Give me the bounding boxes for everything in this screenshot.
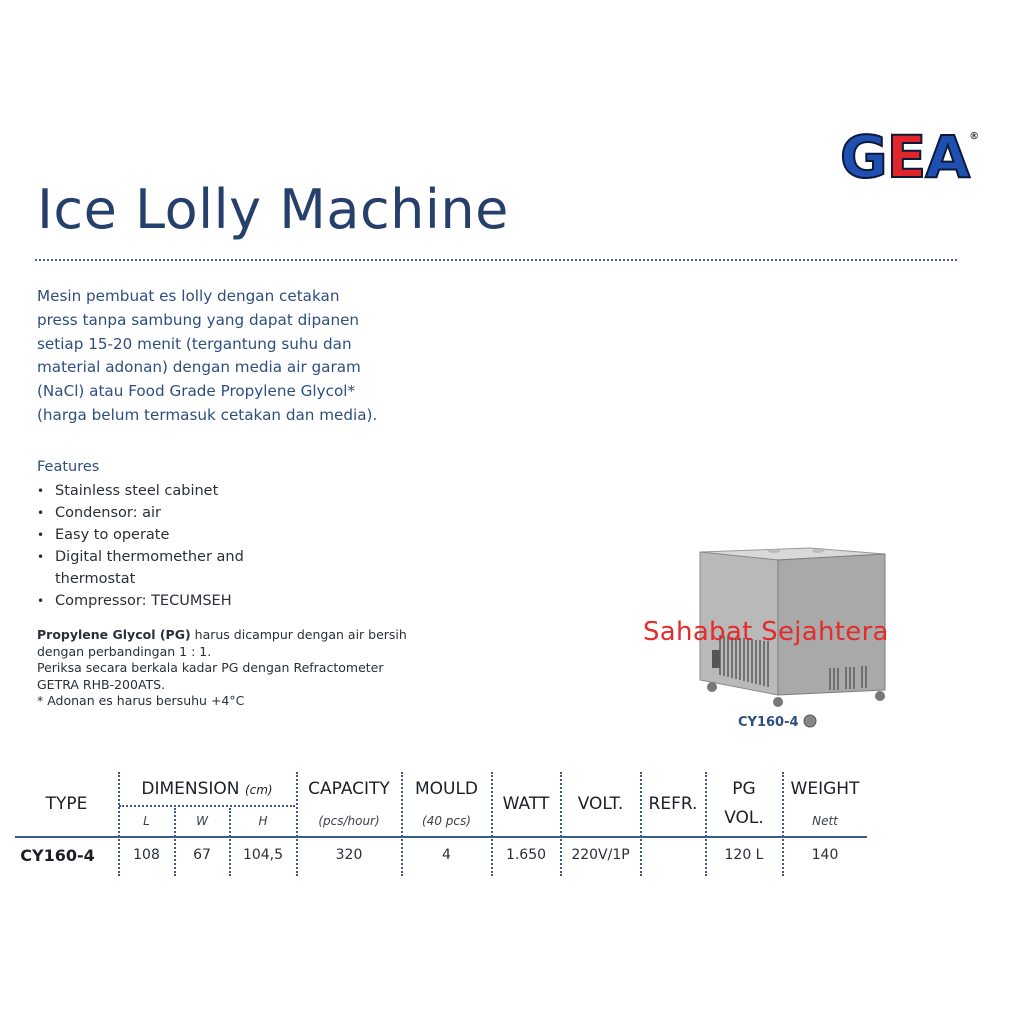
cell-h: 104,5 — [242, 847, 284, 863]
header-weight-unit: Nett — [812, 814, 838, 828]
cell-w: 67 — [193, 847, 211, 863]
header-volt: VOLT. — [577, 794, 624, 814]
machine-lid-handle — [768, 549, 780, 553]
machine-caption: CY160-4 — [738, 715, 799, 730]
description-line: setiap 15-20 menit (tergantung suhu dan — [37, 334, 352, 353]
cell-type: CY160-4 — [20, 846, 95, 865]
note-line-2: dengan perbandingan 1 : 1. — [37, 643, 212, 659]
logo-letter-a: A — [925, 123, 970, 191]
feature-item: • Condensor: air — [37, 502, 367, 524]
note-bold-lead: Propylene Glycol (PG) — [37, 627, 191, 642]
cell-weight: 140 — [811, 847, 839, 863]
machine-switch — [712, 650, 720, 668]
wheel — [707, 682, 717, 692]
gea-logo — [840, 123, 979, 191]
header-dimension-unit: (cm) — [244, 783, 273, 797]
cell-watt: 1.650 — [505, 847, 547, 863]
spec-table — [15, 770, 867, 880]
col-divider — [640, 772, 642, 876]
header-weight: WEIGHT — [790, 779, 860, 799]
feature-item: • Compressor: TECUMSEH — [37, 590, 367, 612]
wheel — [804, 715, 816, 727]
product-description — [37, 285, 437, 428]
header-pg: PG — [732, 779, 756, 799]
cell-mould: 4 — [442, 847, 451, 863]
cell-volt: 220V/1P — [571, 847, 630, 863]
feature-item: • Stainless steel cabinet — [37, 480, 367, 502]
cell-l: 108 — [133, 847, 160, 863]
features-heading: Features — [37, 459, 100, 475]
note-line-5: * Adonan es harus bersuhu +4°C — [37, 693, 245, 708]
description-line: (NaCl) atau Food Grade Propylene Glycol* — [37, 382, 356, 401]
header-dimension — [119, 779, 295, 799]
logo-letter-e: E — [886, 123, 926, 191]
dimension-subrule — [119, 805, 295, 807]
description-line: press tanpa sambung yang dapat dipanen — [37, 310, 360, 329]
watermark-text: Sahabat Sejahtera — [643, 617, 889, 647]
description-line: (harga belum termasuk cetakan dan media). — [37, 405, 378, 424]
cell-capacity: 320 — [335, 847, 363, 863]
logo-letter-g: G — [840, 123, 887, 191]
title-divider — [35, 259, 957, 261]
note-line-1 — [37, 627, 417, 644]
header-dim-l: L — [143, 814, 150, 828]
note-line-3: Periksa secara berkala kadar PG dengan Refractometer — [37, 660, 384, 675]
cell-pg-vol: 120 L — [724, 847, 764, 863]
header-rule — [15, 836, 867, 838]
header-pg-vol: VOL. — [724, 808, 764, 828]
note-line-1-rest: harus dicampur dengan air bersih — [190, 627, 407, 642]
features-list — [37, 480, 367, 612]
header-capacity-unit: (pcs/hour) — [318, 814, 380, 828]
feature-item: • Easy to operate — [37, 524, 367, 546]
description-line: Mesin pembuat es lolly dengan cetakan — [37, 287, 340, 305]
page-title: Ice Lolly Machine — [37, 178, 509, 241]
header-mould: MOULD — [414, 779, 479, 799]
header-mould-unit: (40 pcs) — [422, 814, 471, 828]
pg-note — [37, 627, 417, 710]
header-watt: WATT — [502, 794, 550, 814]
header-dim-h: H — [258, 814, 268, 828]
header-dim-w: W — [196, 814, 208, 828]
note-line-4: GETRA RHB-200ATS. — [37, 676, 166, 692]
feature-item: • Digital thermomether and thermostat — [37, 546, 255, 590]
header-type: TYPE — [45, 794, 88, 814]
registered-mark: ® — [969, 131, 979, 142]
wheel — [875, 691, 885, 701]
wheel — [773, 697, 783, 707]
header-capacity: CAPACITY — [308, 779, 390, 799]
machine-lid-handle — [812, 549, 824, 553]
header-dimension-label: DIMENSION — [141, 779, 240, 799]
header-refr: REFR. — [648, 794, 698, 814]
description-line: material adonan) dengan media air garam — [37, 358, 361, 377]
